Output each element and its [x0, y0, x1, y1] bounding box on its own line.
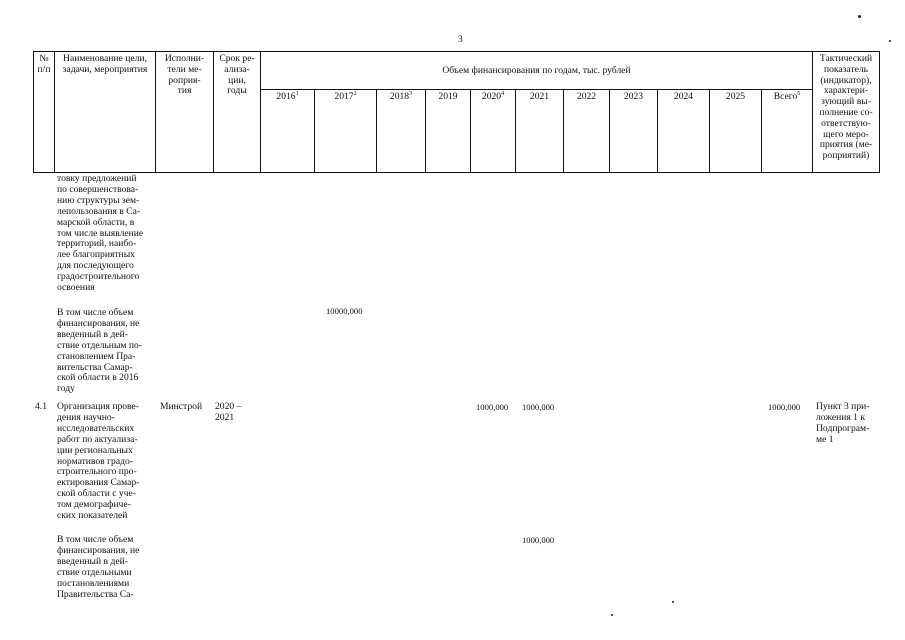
header-term-line: Срок ре- — [219, 53, 255, 64]
header-executor-line: роприя- — [168, 74, 201, 86]
funding-subheader-line — [260, 89, 813, 90]
scan-speck — [858, 15, 861, 18]
text-line: ложения 1 к — [816, 411, 866, 423]
header-indicator-line: Тактический — [819, 53, 873, 64]
scan-speck — [611, 614, 613, 616]
text-line: ствие отдельными — [57, 566, 132, 578]
text-line: ектирования Самар- — [57, 477, 140, 489]
header-indicator — [813, 54, 879, 162]
header-name — [55, 54, 155, 76]
year-label: 2022 — [576, 91, 597, 102]
text-line: том числе выявление — [57, 227, 144, 239]
header-term-line: ции, — [228, 74, 246, 86]
text-line: ской области с уче- — [57, 488, 136, 500]
page-number: 3 — [458, 35, 463, 45]
header-term — [214, 54, 260, 97]
text-line: градостроительного — [57, 271, 140, 283]
year-2024 — [658, 91, 709, 102]
year-label: 2018 — [389, 91, 410, 102]
text-line: ствие отдельным по- — [57, 339, 142, 351]
row-4-1-text — [57, 402, 167, 522]
text-line: нию структуры зем- — [57, 194, 140, 206]
text-line: году — [57, 383, 75, 395]
header-indicator-line: ответствую- — [821, 117, 871, 129]
header-executor-line: Исполни- — [164, 53, 205, 64]
sub1-2017-value: 10000,000 — [326, 306, 363, 316]
text-line: исследовательских — [57, 422, 135, 434]
header-indicator-line: роприятий) — [822, 150, 870, 162]
text-line: работ по актуализа- — [57, 433, 138, 445]
row-4-1-2020-value: 1000,000 — [476, 402, 509, 412]
text-line: лее благоприятных — [57, 249, 135, 261]
row-4-1-term — [215, 402, 241, 424]
table-header — [33, 51, 880, 173]
text-line: вительства Самар- — [57, 361, 133, 373]
text-line: становлением Пра- — [57, 350, 136, 362]
text-line: ции региональных — [57, 444, 133, 456]
text-line: Организация прове- — [57, 401, 139, 412]
text-line: 2021 — [215, 411, 235, 423]
header-indicator-line: (индикатор), — [820, 74, 872, 86]
year-2017 — [315, 91, 376, 102]
scan-speck — [889, 40, 891, 42]
year-2023 — [610, 91, 657, 102]
text-line: постановлениями — [57, 577, 130, 589]
year-2016 — [261, 91, 314, 102]
year-label: 2017 — [334, 91, 354, 102]
year-label: 2025 — [725, 91, 746, 102]
year-2020 — [471, 91, 515, 102]
header-indicator-line: щего меро- — [823, 128, 869, 140]
text-line: марской области, в — [57, 216, 135, 228]
header-executor — [156, 54, 213, 97]
text-line: дения научно- — [57, 411, 115, 423]
year-total — [762, 91, 812, 102]
row-4-1-executor: Минстрой — [160, 401, 203, 412]
header-executor-line: тия — [177, 85, 192, 97]
text-line: том демографиче- — [57, 499, 131, 511]
text-line: лепользования в Са- — [57, 205, 141, 217]
header-term-line: годы — [227, 85, 247, 97]
year-label: 2024 — [673, 91, 694, 102]
year-2025 — [710, 91, 761, 102]
row-4-1-2021-value: 1000,000 — [522, 402, 555, 412]
text-line: финансирования, не — [57, 544, 140, 556]
header-indicator-line: полнение со- — [819, 106, 873, 118]
text-line: В том числе объем — [57, 534, 134, 545]
text-line: по совершенствова- — [57, 183, 139, 195]
year-2019 — [426, 91, 470, 102]
row-4-1-total-value: 1000,000 — [768, 402, 801, 412]
header-indicator-line: зующий вы- — [821, 96, 871, 108]
text-line: 2020 – — [215, 401, 242, 412]
year-label: 2023 — [623, 91, 644, 102]
footnote-mark: 3 — [409, 90, 413, 97]
header-name-line: Наименование цели, — [63, 53, 147, 64]
text-line: территорий, наибо- — [57, 238, 137, 250]
header-name-line: задачи, мероприятия — [62, 63, 148, 75]
header-top-border — [33, 51, 880, 52]
row-4-1-number: 4.1 — [35, 401, 47, 412]
row-4-1-indicator — [816, 402, 882, 446]
header-no-line: № — [39, 53, 49, 64]
text-line: Правительства Са- — [57, 588, 134, 600]
text-line: ских показателей — [57, 510, 128, 522]
subfunding-note-2 — [57, 535, 167, 600]
text-line: ской области в 2016 — [57, 372, 139, 384]
text-line: В том числе объем — [57, 307, 134, 318]
text-line: строительного про- — [57, 466, 137, 478]
year-2018 — [377, 91, 425, 102]
text-line: введенный в дей- — [57, 328, 128, 340]
year-2021 — [516, 91, 563, 102]
header-no — [34, 54, 54, 76]
header-indicator-line: приятия (ме- — [819, 139, 873, 151]
footnote-mark: 1 — [295, 90, 299, 97]
header-bottom-border — [33, 172, 880, 173]
header-right-border — [879, 51, 880, 173]
footnote-mark: 4 — [501, 90, 505, 97]
header-executor-line: тели ме- — [167, 63, 202, 75]
text-line: введенный в дей- — [57, 555, 128, 567]
sub2-2021-value: 1000,000 — [522, 535, 555, 545]
text-line: освоения — [57, 282, 95, 294]
year-label: 2020 — [481, 91, 502, 102]
year-label: Всего — [773, 91, 798, 102]
header-term-line: ализа- — [224, 63, 250, 75]
text-line: товку предложений — [57, 173, 137, 184]
year-2022 — [564, 91, 609, 102]
scan-speck — [672, 601, 674, 603]
text-line: нормативов градо- — [57, 455, 133, 467]
footnote-mark: 2 — [353, 90, 357, 97]
header-indicator-line: показатель — [823, 63, 869, 75]
text-line: для последующего — [57, 260, 134, 272]
year-label: 2019 — [438, 91, 458, 102]
text-line: ме 1 — [816, 433, 834, 445]
text-line: Пункт 3 при- — [816, 401, 870, 412]
text-line: финансирования, не — [57, 317, 140, 329]
year-label: 2016 — [276, 91, 296, 102]
subfunding-note-1 — [57, 308, 167, 395]
header-no-line: п/п — [37, 63, 51, 75]
header-funding-title: Объем финансирования по годам, тыс. рублей — [442, 65, 631, 76]
header-indicator-line: характери- — [823, 85, 869, 97]
text-line: Подпрограм- — [816, 422, 870, 434]
continued-row-text — [57, 174, 167, 294]
footnote-mark: 5 — [797, 90, 801, 97]
year-label: 2021 — [529, 91, 550, 102]
